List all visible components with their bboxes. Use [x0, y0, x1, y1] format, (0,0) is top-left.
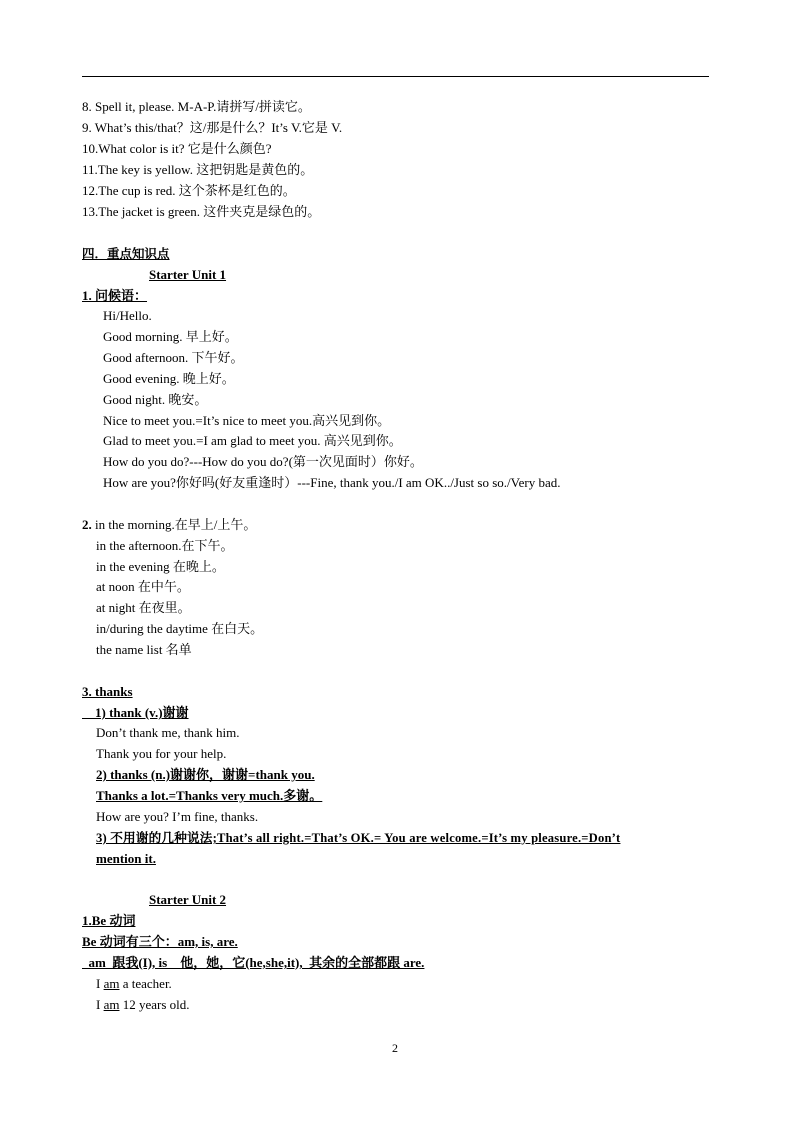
- text-line: Nice to meet you.=It’s nice to meet you.高兴见到你。: [103, 413, 391, 428]
- thanks-sub-2: 2) thanks (n.)谢谢你，谢谢=thank you.: [96, 767, 315, 782]
- example-text: 12 years old.: [119, 997, 190, 1012]
- text-line: in/during the daytime 在白天。: [96, 621, 264, 636]
- example-verb: am: [103, 976, 120, 991]
- text-line: Thank you for your help.: [96, 746, 227, 761]
- unit2-title: Starter Unit 2: [149, 892, 227, 907]
- text-line: Good morning. 早上好。: [103, 329, 238, 344]
- thanks-sub-1: 1) thank (v.)谢谢: [82, 705, 189, 720]
- text-line: at noon 在中午。: [96, 579, 190, 594]
- item-text: in the morning.在早上/上午。: [91, 517, 257, 532]
- item-number: 2.: [82, 517, 92, 532]
- text-line: 10.What color is it? 它是什么颜色?: [82, 141, 272, 156]
- text-line: in the afternoon.在下午。: [96, 538, 234, 553]
- header-rule: [82, 76, 709, 77]
- example-verb: am: [103, 997, 120, 1012]
- thanks-heading: 3. thanks: [82, 684, 133, 699]
- greetings-heading: 1. 问候语：: [82, 288, 148, 303]
- unit1-title: Starter Unit 1: [149, 267, 227, 282]
- text-line: Hi/Hello.: [103, 308, 152, 323]
- text-line: Good night. 晚安。: [103, 392, 208, 407]
- text-line: the name list 名单: [96, 642, 192, 657]
- text-line: 9. What’s this/that？这/那是什么？It’s V.它是 V.: [82, 120, 343, 135]
- text-line: at night 在夜里。: [96, 600, 191, 615]
- example-text: I: [96, 976, 104, 991]
- thanks-sub-2b: Thanks a lot.=Thanks very much.多谢。: [96, 788, 323, 803]
- text-line: Good evening. 晚上好。: [103, 371, 235, 386]
- be-verb-rule: am 跟我(I), is 他，她，它(he,she,it), 其余的全部都跟 are.: [82, 955, 425, 970]
- text-line: Don’t thank me, thank him.: [96, 725, 240, 740]
- text-line: 11.The key is yellow. 这把钥匙是黄色的。: [82, 162, 314, 177]
- text-line: 12.The cup is red. 这个茶杯是红色的。: [82, 183, 296, 198]
- example-text: a teacher.: [119, 976, 172, 991]
- thanks-sub-3b: mention it.: [96, 851, 156, 866]
- text-line: 8. Spell it, please. M-A-P.请拼写/拼读它。: [82, 99, 311, 114]
- text-line: Good afternoon. 下午好。: [103, 350, 244, 365]
- text-line: in the evening 在晚上。: [96, 559, 225, 574]
- page-number: 2: [392, 1041, 398, 1055]
- section-heading: 四．重点知识点: [82, 246, 170, 261]
- text-line: How do you do?---How do you do?(第一次见面时）你好。: [103, 454, 423, 469]
- text-line: 13.The jacket is green. 这件夹克是绿色的。: [82, 204, 321, 219]
- example-line: [96, 976, 172, 992]
- be-verb-heading: 1.Be 动词: [82, 913, 136, 928]
- be-verb-note: Be 动词有三个：am, is, are.: [82, 934, 238, 949]
- text-line: How are you? I’m fine, thanks.: [96, 809, 259, 824]
- text-line: Glad to meet you.=I am glad to meet you. 高兴见到你。: [103, 433, 402, 448]
- text-line: How are you?你好吗(好友重逢时）---Fine, thank you./I am OK../Just so so./Very bad.: [103, 475, 561, 490]
- example-line: [96, 997, 190, 1013]
- text-line: [82, 517, 256, 533]
- thanks-sub-3: 3) 不用谢的几种说法;That’s all right.=That’s OK.= You are welcome.=It’s my pleasure.=Don’t: [96, 831, 621, 845]
- example-text: I: [96, 997, 104, 1012]
